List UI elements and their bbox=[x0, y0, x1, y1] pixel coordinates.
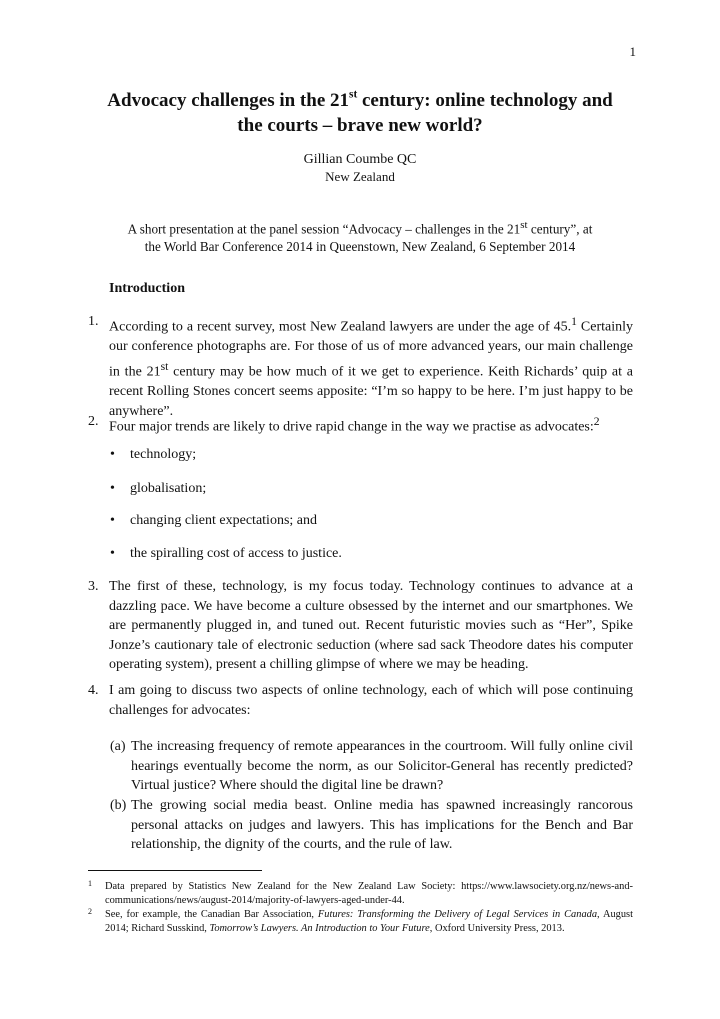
bullet-item bbox=[110, 546, 342, 562]
presentation-superscript: st bbox=[520, 219, 528, 231]
paragraph-text: According to a recent survey, most New Zealand lawyers are under the age of 45. bbox=[109, 319, 572, 335]
bullet-text: changing client expectations; and bbox=[130, 513, 317, 528]
paragraph-number: 1. bbox=[88, 314, 99, 329]
paragraph-2 bbox=[88, 412, 633, 437]
bullet-item bbox=[110, 513, 317, 529]
bullet-item bbox=[110, 481, 206, 497]
footnote-1 bbox=[88, 880, 633, 908]
presentation-line2: the World Bar Conference 2014 in Queenstown, New Zealand, 6 September 2014 bbox=[144, 239, 576, 255]
sub-item-label: (b) bbox=[110, 798, 127, 813]
bullet-icon: • bbox=[110, 546, 115, 561]
paragraph-text: Four major trends are likely to drive rapid change in the way we practise as advocates: bbox=[109, 419, 594, 435]
paragraph-number: 3. bbox=[88, 579, 99, 594]
presentation-text-end: century”, at bbox=[527, 221, 593, 237]
footnote-2 bbox=[88, 908, 633, 936]
presentation-text-start: A short presentation at the panel session “Advocacy – challenges in the 21 bbox=[127, 221, 521, 237]
footnote-text-part: See, for example, the Canadian Bar Association, bbox=[105, 909, 318, 920]
paragraph-body: The first of these, technology, is my focus today. Technology continues to advance at a dazzling pace. We have become a culture obsessed by the internet and our smartphones. We are permanently plugged in, and tuned out. Recent futuristic movies such as “Her”, Spike Jonze’s cautionary tale of electronic seduction (where sad sack Theodore dates his computer operating system), present a chilling glimpse of where we may be heading. bbox=[109, 579, 633, 673]
bullet-item bbox=[110, 447, 196, 463]
sub-item-text: The increasing frequency of remote appearances in the courtroom. Will fully online civil hearings eventually become the norm, as our Solicitor-General has recently predicted? Virtual justice? Where should the digital line be drawn? bbox=[131, 739, 633, 794]
footnote-text: Data prepared by Statistics New Zealand for the New Zealand Law Society: https://www.lawsociety.org.nz/news-and-communications/news/august-2014/majority-of-lawyers-aged-under-44. bbox=[105, 881, 633, 906]
footnote-text-part: , August 2014; Richard Susskind, bbox=[105, 909, 633, 934]
title-line1-end: century: online technology and bbox=[357, 90, 613, 111]
paragraph-3 bbox=[88, 577, 633, 675]
sub-item-text: The growing social media beast. Online media has spawned increasingly rancorous personal attacks on judges and lawyers. This has implications for the Bench and Bar relationship, the dignity of the courts, and the rule of law. bbox=[131, 798, 633, 853]
bullet-text: technology; bbox=[130, 447, 197, 462]
footnote-divider bbox=[88, 870, 262, 871]
page-number: 1 bbox=[629, 44, 636, 59]
paragraph-number: 2. bbox=[88, 414, 99, 429]
author-country: New Zealand bbox=[325, 169, 395, 184]
paragraph-4 bbox=[88, 681, 633, 720]
paragraph-number: 4. bbox=[88, 683, 99, 698]
bullet-icon: • bbox=[110, 513, 115, 528]
title-line1-start: Advocacy challenges in the 21 bbox=[107, 90, 350, 111]
paragraph-body bbox=[109, 412, 633, 437]
paragraph-1 bbox=[88, 312, 633, 421]
bullet-text: the spiralling cost of access to justice. bbox=[130, 546, 342, 561]
footnote-text-part: , Oxford University Press, 2013. bbox=[429, 923, 565, 934]
title-superscript: st bbox=[349, 88, 358, 101]
title-line2: the courts – brave new world? bbox=[237, 115, 483, 136]
footnote-ref-1[interactable]: 1 bbox=[571, 315, 577, 328]
paragraph-body bbox=[109, 312, 633, 421]
bullet-icon: • bbox=[110, 481, 115, 496]
sub-item-b bbox=[110, 796, 633, 855]
footnote-number: 2 bbox=[88, 907, 92, 916]
section-heading-introduction: Introduction bbox=[109, 281, 185, 296]
presentation-note bbox=[110, 216, 610, 256]
author-name: Gillian Coumbe QC bbox=[303, 152, 417, 167]
superscript: st bbox=[160, 359, 169, 373]
paragraph-text: Certainly our conference photographs are. For those of us of more advanced years, our main challenge in the 21 bbox=[109, 319, 633, 380]
bullet-icon: • bbox=[110, 447, 115, 462]
paragraph-text: century may be how much of it we get to experience. Keith Richards’ quip at a recent Rolling Stones concert seems apposite: “I’m so happy to be here. I’m just happy to be anywhere”. bbox=[109, 364, 634, 419]
document-title bbox=[60, 88, 660, 138]
paragraph-body: I am going to discuss two aspects of online technology, each of which will pose continuing challenges for advocates: bbox=[109, 683, 633, 718]
footnote-text bbox=[105, 908, 633, 936]
bullet-text: globalisation; bbox=[130, 481, 207, 496]
book-title: Tomorrow’s Lawyers. An Introduction to Your Future bbox=[209, 923, 430, 934]
sub-item-a bbox=[110, 737, 633, 796]
sub-item-label: (a) bbox=[110, 739, 126, 754]
footnote-ref-2[interactable]: 2 bbox=[593, 415, 600, 428]
footnote-number: 1 bbox=[88, 879, 92, 888]
book-title: Futures: Transforming the Delivery of Legal Services in Canada bbox=[317, 909, 598, 920]
